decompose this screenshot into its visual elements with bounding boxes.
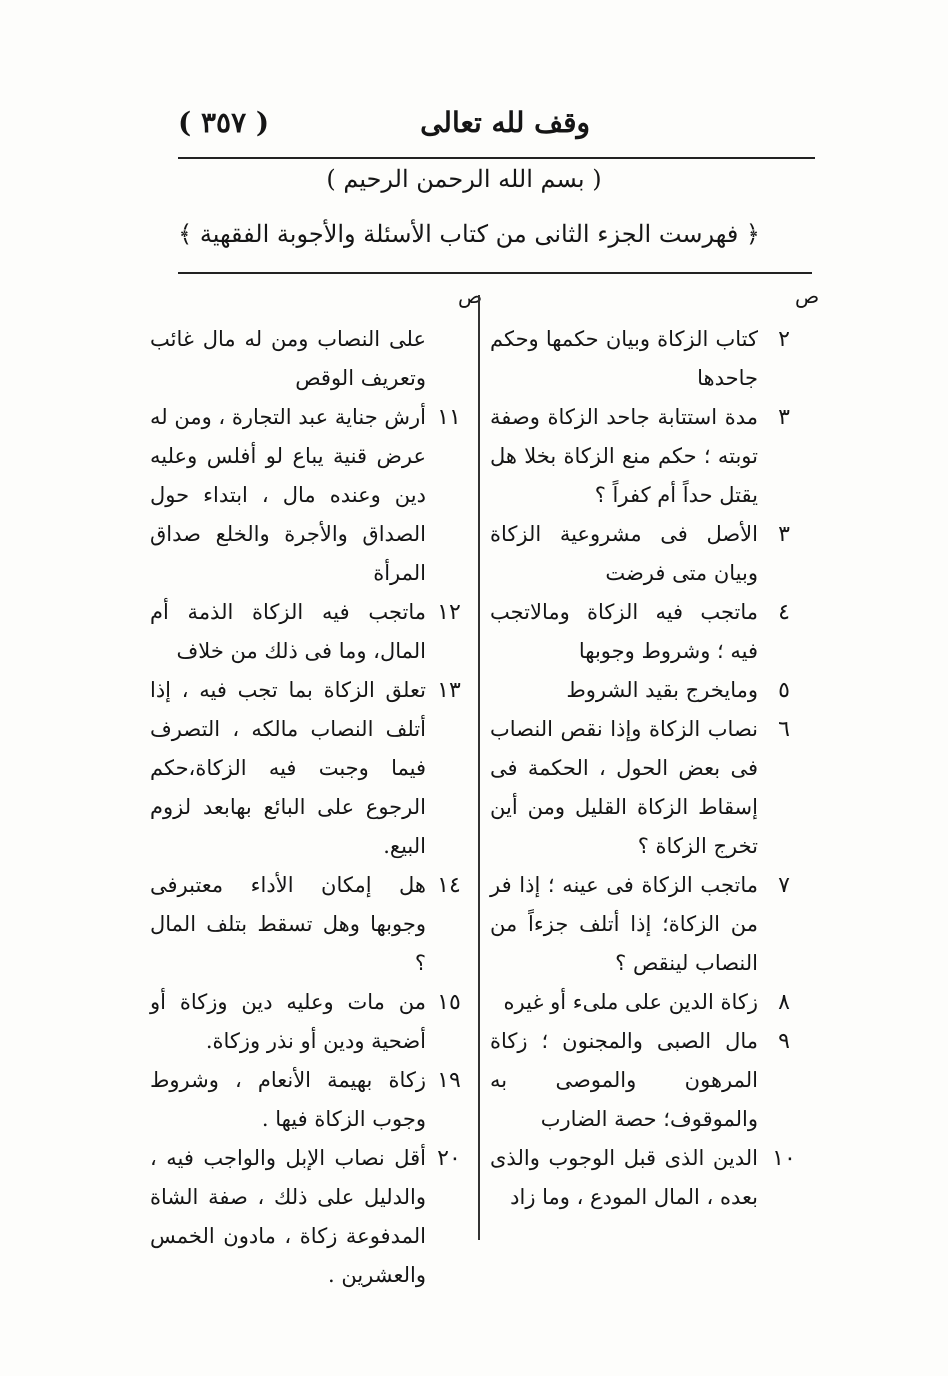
entry-page-number: ٨ bbox=[778, 990, 790, 1015]
entry-page-number: ١٠ bbox=[772, 1146, 796, 1171]
entry-page-number: ٧ bbox=[778, 873, 790, 898]
entry-text: على النصاب ومن له مال غائب وتعريف الوقص bbox=[150, 327, 426, 390]
index-entry bbox=[150, 398, 472, 593]
entry-text: ومايخرج بقيد الشروط bbox=[566, 678, 758, 702]
entry-page-number: ٤ bbox=[778, 600, 790, 625]
index-entry bbox=[150, 671, 472, 866]
index-entry bbox=[150, 320, 472, 398]
entry-page-number: ٦ bbox=[778, 717, 790, 742]
index-entry bbox=[150, 1139, 472, 1295]
entry-page-number: ٣ bbox=[778, 405, 790, 430]
entry-page-number: ١٤ bbox=[437, 873, 461, 898]
entry-page-number: ٢٠ bbox=[437, 1146, 461, 1171]
entry-text: زكاة بهيمة الأنعام ، وشروط وجوب الزكاة فيها . bbox=[150, 1068, 426, 1131]
entry-page-number: ٣ bbox=[778, 522, 790, 547]
entry-text: هل إمكان الأداء معتبرفى وجوبها وهل تسقط بتلف المال ؟ bbox=[150, 873, 426, 975]
column-divider bbox=[478, 295, 480, 1240]
title-rule bbox=[178, 272, 812, 274]
page-header bbox=[178, 100, 815, 156]
entry-page-number: ١٥ bbox=[437, 990, 461, 1015]
page-column-label-left: ص bbox=[458, 284, 483, 308]
index-entry bbox=[150, 1061, 472, 1139]
index-entry bbox=[490, 398, 810, 515]
header-rule bbox=[178, 157, 815, 159]
entry-text: تعلق الزكاة بما تجب فيه ، إذا أتلف النصاب مالكه ، التصرف فيما وجبت فيه الزكاة،حكم الرجوع على البائع بهابعد لزوم البيع. bbox=[150, 678, 426, 858]
entry-page-number: ١٩ bbox=[437, 1068, 461, 1093]
entry-text: الأصل فى مشروعية الزكاة وبيان متى فرضت bbox=[490, 522, 758, 585]
waqf-title: وقف لله تعالى bbox=[420, 106, 590, 139]
entry-text: زكاة الدين على ملىء أو غيره bbox=[503, 990, 758, 1014]
index-entry bbox=[490, 671, 810, 710]
index-entry bbox=[490, 515, 810, 593]
entry-page-number: ٥ bbox=[778, 678, 790, 703]
entry-text: أقل نصاب الإبل والواجب فيه ، والدليل على ذلك ، صفة الشاة المدفوعة زكاة ، مادون الخمس والعشرين . bbox=[150, 1146, 426, 1287]
entry-text: من مات وعليه دين وزكاة أو أضحية ودين أو نذر وزكاة. bbox=[150, 990, 426, 1053]
entry-text: أرش جناية عبد التجارة ، ومن له عرض قنية يباع لو أفلس وعليه دين وعنده مال ، ابتداء حول الصداق والأجرة والخلع صداق المرأة bbox=[150, 405, 426, 585]
index-column-right bbox=[490, 320, 810, 1217]
entry-page-number: ١١ bbox=[437, 405, 461, 430]
index-title: ﴿ فهرست الجزء الثانى من كتاب الأسئلة والأجوبة الفقهية ﴾ bbox=[178, 220, 760, 248]
entry-page-number: ١٣ bbox=[437, 678, 461, 703]
entry-text: مال الصبى والمجنون ؛ زكاة المرهون والموصى به والموقوف؛ حصة الضارب bbox=[490, 1029, 758, 1131]
entry-page-number: ٢ bbox=[778, 327, 790, 352]
index-entry bbox=[150, 866, 472, 983]
entry-text: نصاب الزكاة وإذا نقص النصاب فى بعض الحول ، الحكمة فى إسقاط الزكاة القليل ومن أين تخرج الزكاة ؟ bbox=[490, 717, 758, 858]
basmala: ( بسم الله الرحمن الرحيم ) bbox=[326, 165, 602, 193]
page-column-label-right: ص bbox=[795, 284, 820, 308]
entry-text: الدين الذى قبل الوجوب والذى بعده ، المال المودع ، وما زاد bbox=[490, 1146, 758, 1209]
index-entry bbox=[490, 1022, 810, 1139]
index-entry bbox=[490, 593, 810, 671]
entry-page-number: ١٢ bbox=[437, 600, 461, 625]
index-column-left bbox=[150, 320, 472, 1295]
index-entry bbox=[490, 983, 810, 1022]
index-entry bbox=[490, 710, 810, 866]
index-entry bbox=[150, 983, 472, 1061]
entry-text: مدة استتابة جاحد الزكاة وصفة توبته ؛ حكم منع الزكاة بخلا هل يقتل حداً أم كفراً ؟ bbox=[490, 405, 758, 507]
entry-text: ماتجب فيه الزكاة ومالاتجب فيه ؛ وشروط وجوبها bbox=[490, 600, 758, 663]
index-entry bbox=[490, 320, 810, 398]
page-number: ( ٣٥٧ ) bbox=[178, 106, 270, 139]
entry-page-number: ٩ bbox=[778, 1029, 790, 1054]
entry-text: ماتجب فيه الزكاة الذمة أم المال، وما فى ذلك من خلاف bbox=[150, 600, 426, 663]
index-entry bbox=[150, 593, 472, 671]
index-entry bbox=[490, 866, 810, 983]
entry-text: ماتجب الزكاة فى عينه ؛ إذا فر من الزكاة؛ إذا أتلف جزءاً من النصاب لينقص ؟ bbox=[490, 873, 758, 975]
index-entry bbox=[490, 1139, 810, 1217]
entry-text: كتاب الزكاة وبيان حكمها وحكم جاحدها bbox=[490, 327, 758, 390]
